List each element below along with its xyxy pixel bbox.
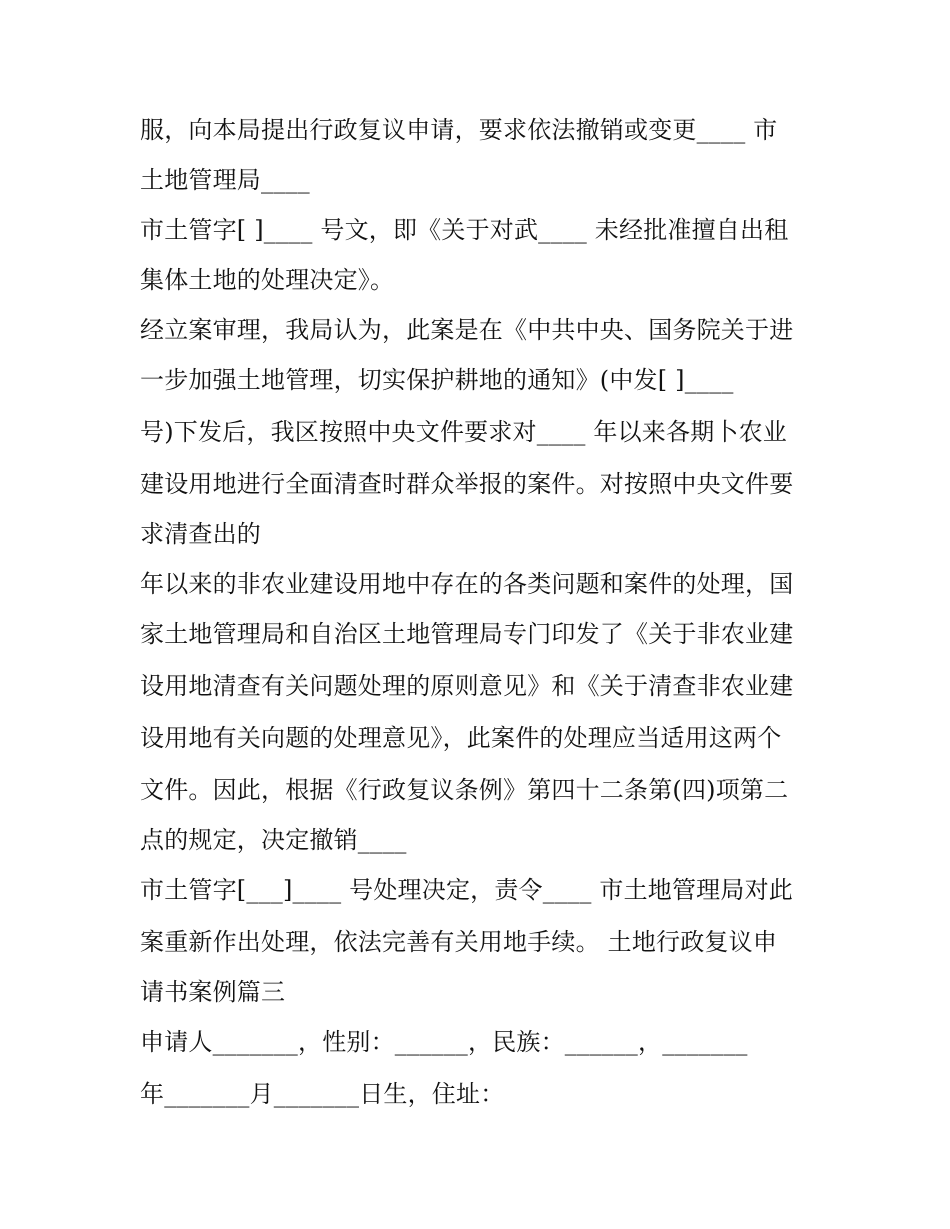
text-line: 设用地清查有关问题处理的原则意见》和《关于清查非农业建	[140, 672, 794, 700]
text-line: 建设用地进行全面清查时群众举报的案件。对按照中央文件要	[140, 470, 794, 498]
text-line: 年_______月_______日生，住址：	[140, 1080, 505, 1108]
text-line: 案重新作出处理，依法完善有关用地手续。 土地行政复议申	[140, 928, 778, 956]
text-line: 申请人_______，性别：______，民族：______，_______	[140, 1028, 748, 1056]
text-line: 文件。因此，根据《行政复议条例》第四十二条第(四)项第二	[140, 776, 789, 804]
text-line: 家土地管理局和自治区土地管理局专门印发了《关于非农业建	[140, 620, 794, 648]
text-line: 求清查出的	[140, 520, 261, 548]
text-line: 服，向本局提出行政复议申请，要求依法撤销或变更____ 市	[140, 116, 778, 144]
text-line: 市土管字[___]____ 号处理决定，责令____ 市土地管理局对此	[140, 876, 793, 904]
text-line: 集体土地的处理决定》。	[140, 266, 395, 294]
text-line: 经立案审理，我局认为，此案是在《中共中央、国务院关于进	[140, 316, 794, 344]
text-line: 年以来的非农业建设用地中存在的各类问题和案件的处理，国	[140, 570, 794, 598]
text-line: 点的规定，决定撤销____	[140, 826, 407, 854]
text-line: 请书案例篇三	[140, 978, 286, 1006]
text-line: 市土管字[ ]____ 号文，即《关于对武____ 未经批准擅自出租	[140, 216, 789, 244]
text-line: 号)下发后，我区按照中央文件要求对____ 年以来各期卜农业	[140, 418, 787, 446]
text-line: 一步加强土地管理，切实保护耕地的通知》(中发[ ]____	[140, 366, 734, 394]
text-line: 土地管理局____	[140, 166, 310, 194]
text-line: 设用地有关向题的处理意见》，此案件的处理应当适用这两个	[140, 724, 782, 752]
